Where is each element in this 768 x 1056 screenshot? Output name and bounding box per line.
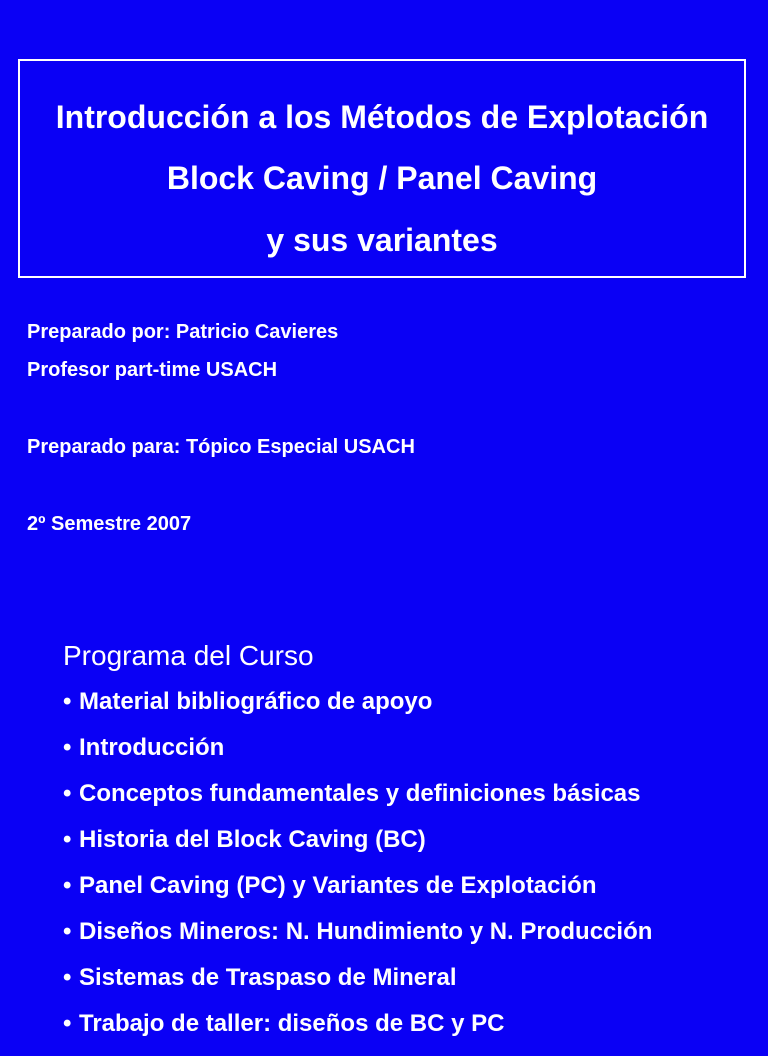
bullet-icon: • xyxy=(63,734,72,761)
program-item xyxy=(63,918,652,964)
bullet-icon: • xyxy=(63,1010,72,1037)
bullet-icon: • xyxy=(63,688,72,715)
prepared-for: Preparado para: Tópico Especial USACH xyxy=(27,436,415,458)
program-list xyxy=(63,688,652,1056)
program-item-label: Conceptos fundamentales y definiciones básicas xyxy=(79,780,641,807)
semester: 2º Semestre 2007 xyxy=(27,513,192,535)
bullet-icon: • xyxy=(63,780,72,807)
program-item-label: Sistemas de Traspaso de Mineral xyxy=(79,964,457,991)
program-item-label: Trabajo de taller: diseños de BC y PC xyxy=(79,1010,505,1037)
program-item-label: Diseños Mineros: N. Hundimiento y N. Producción xyxy=(79,918,653,945)
program-item xyxy=(63,1010,652,1056)
program-item xyxy=(63,826,652,872)
title-line-1: Introducción a los Métodos de Explotación xyxy=(55,99,709,135)
prepared-by: Preparado por: Patricio Cavieres xyxy=(27,321,339,343)
bullet-icon: • xyxy=(63,964,72,991)
program-item-label: Introducción xyxy=(79,734,225,761)
title-line-2: Block Caving / Panel Caving xyxy=(166,160,598,196)
program-heading: Programa del Curso xyxy=(63,640,314,671)
bullet-icon: • xyxy=(63,826,72,853)
program-item-label: Panel Caving (PC) y Variantes de Explotación xyxy=(79,872,597,899)
author-role: Profesor part-time USACH xyxy=(27,359,278,381)
bullet-icon: • xyxy=(63,872,72,899)
program-item xyxy=(63,688,652,734)
title-line-3: y sus variantes xyxy=(266,222,498,258)
bullet-icon: • xyxy=(63,918,72,945)
program-item xyxy=(63,780,652,826)
title-box xyxy=(18,59,746,278)
program-item-label: Material bibliográfico de apoyo xyxy=(79,688,433,715)
program-item-label: Historia del Block Caving (BC) xyxy=(79,826,426,853)
program-item xyxy=(63,734,652,780)
program-item xyxy=(63,872,652,918)
program-item xyxy=(63,964,652,1010)
